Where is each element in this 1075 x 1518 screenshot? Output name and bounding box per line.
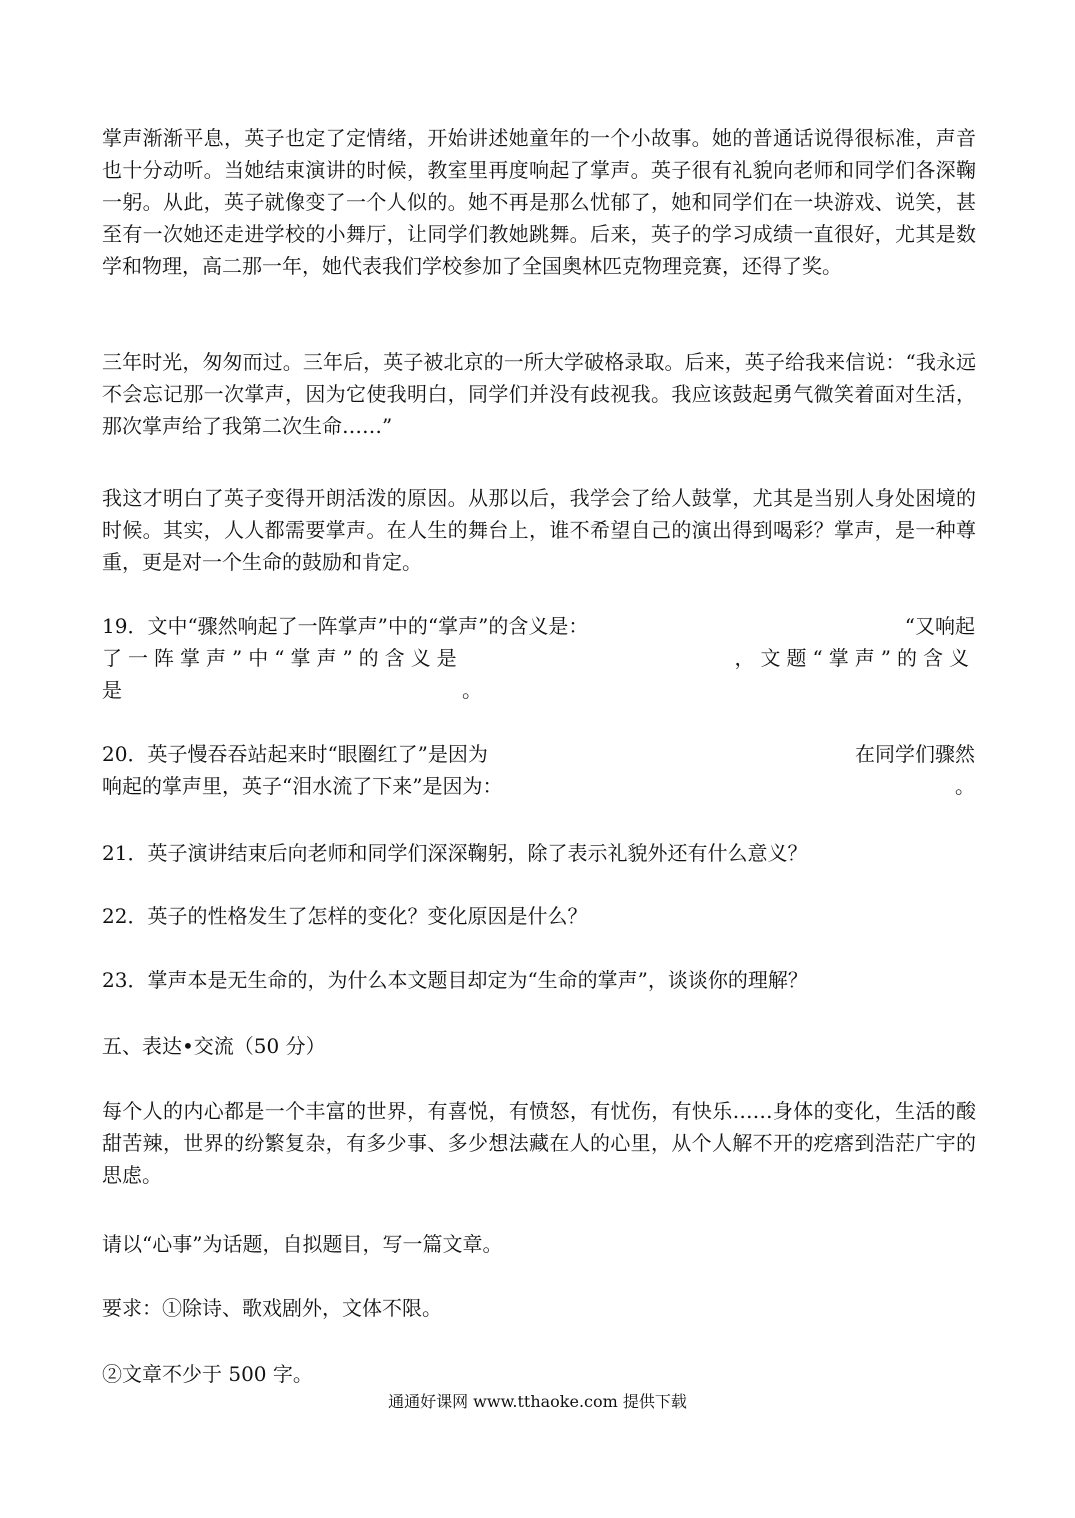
question-19-line1-start: 19．文中“骤然响起了一阵掌声”中的“掌声”的含义是： [102, 614, 589, 638]
question-21: 21．英子演讲结束后向老师和同学们深深鞠躬，除了表示礼貌外还有什么意义？ [102, 841, 808, 865]
question-19-line2-end: ，文题“掌声”的含义 [734, 646, 975, 670]
question-19-line3-end: 。 [462, 678, 482, 702]
question-20-line2-end: 。 [955, 774, 975, 798]
requirement-1: 要求：①除诗、歌戏剧外，文体不限。 [102, 1296, 442, 1320]
question-19-line3-start: 是 [102, 678, 122, 702]
question-20-line1-start: 20．英子慢吞吞站起来时“眼圈红了”是因为 [102, 742, 488, 766]
writing-task: 请以“心事”为话题，自拟题目，写一篇文章。 [102, 1232, 503, 1256]
question-19-line1-end: “又响起 [904, 614, 975, 638]
question-22: 22．英子的性格发生了怎样的变化？变化原因是什么？ [102, 904, 588, 928]
question-20-line1-end: 在同学们骤然 [855, 742, 975, 766]
section-5-prompt: 每个人的内心都是一个丰富的世界，有喜悦，有愤怒，有忧伤，有快乐……身体的变化，生活的酸甜苦辣，世界的纷繁复杂，有多少事、多少想法藏在人的心里，从个人解不开的疙瘩到浩茫广宇的思虑。 [102, 1099, 976, 1187]
question-20-line2-start: 响起的掌声里，英子“泪水流了下来”是因为： [102, 774, 503, 798]
question-19-line2-start: 了一阵掌声”中“掌声”的含义是 [102, 646, 463, 670]
requirement-2: ②文章不少于 500 字。 [102, 1362, 313, 1386]
question-23: 23．掌声本是无生命的，为什么本文题目却定为“生命的掌声”，谈谈你的理解？ [102, 968, 808, 992]
passage-paragraph-1: 掌声渐渐平息，英子也定了定情绪，开始讲述她童年的一个小故事。她的普通话说得很标准，声音也十分动听。当她结束演讲的时候，教室里再度响起了掌声。英子很有礼貌向老师和同学们各深鞠一躬。从此，英子就像变了一个人似的。她不再是那么忧郁了，她和同学们在一块游戏、说笑，甚至有一次她还走进学校的小舞厅，让同学们教她跳舞。后来，英子的学习成绩一直很好，尤其是数学和物理，高二那一年，她代表我们学校参加了全国奥林匹克物理竞赛，还得了奖。 [102, 126, 976, 278]
page-footer: 通通好课网 www.tthaoke.com 提供下载 [388, 1392, 687, 1411]
section-5-heading: 五、表达•交流（50 分） [102, 1034, 326, 1058]
passage-paragraph-3: 我这才明白了英子变得开朗活泼的原因。从那以后，我学会了给人鼓掌，尤其是当别人身处困境的时候。其实，人人都需要掌声。在人生的舞台上，谁不希望自己的演出得到喝彩？掌声，是一种尊重，更是对一个生命的鼓励和肯定。 [102, 486, 976, 574]
passage-paragraph-2: 三年时光，匆匆而过。三年后，英子被北京的一所大学破格录取。后来，英子给我来信说：“我永远不会忘记那一次掌声，因为它使我明白，同学们并没有歧视我。我应该鼓起勇气微笑着面对生活，那次掌声给了我第二次生命……” [102, 350, 976, 438]
